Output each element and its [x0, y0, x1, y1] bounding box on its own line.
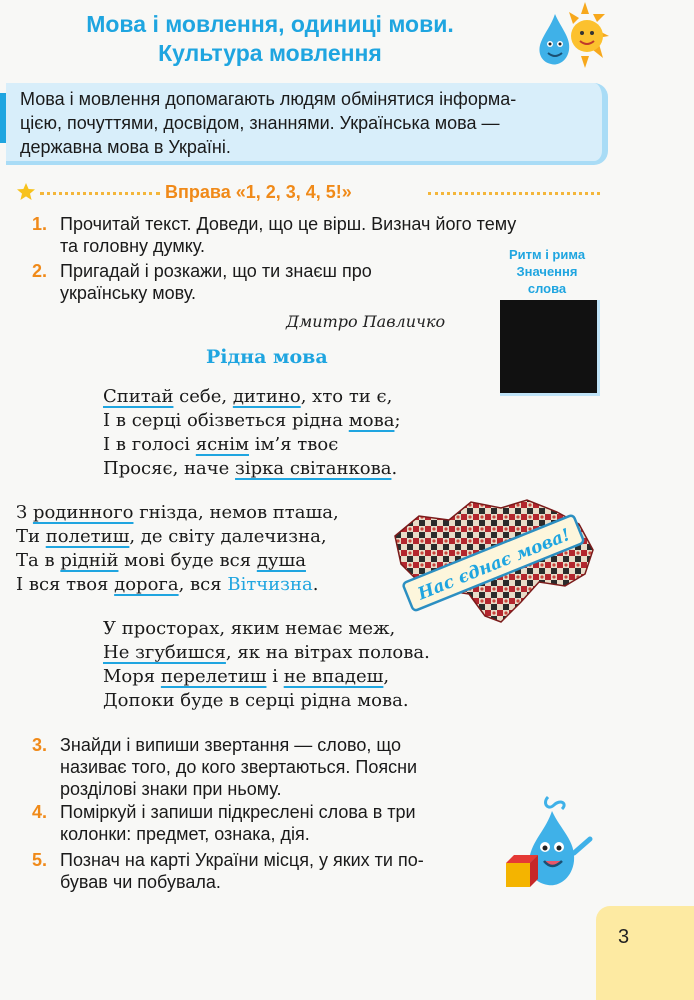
task-line: Знайди і випиши звертання — слово, що	[60, 735, 401, 755]
qr-code[interactable]	[500, 300, 600, 396]
drop-and-sun-mascot-icon	[533, 0, 611, 72]
poem-stanza-1	[103, 385, 401, 481]
poem-text: ;	[394, 410, 401, 431]
banner-text: Нас єднає мова!	[415, 525, 574, 605]
poem-stanza-3	[103, 617, 430, 713]
poem-line	[16, 525, 339, 549]
task-line: Познач на карті України місця, у яких ти по-	[60, 850, 424, 870]
poem-text: ім’я твоє	[249, 434, 339, 455]
underlined-word: родинного	[32, 502, 134, 523]
poem-text: Та в	[16, 550, 61, 571]
poem-text: Ти	[16, 526, 46, 547]
intro-line-1: Мова і мовлення допомагають людям обмінятися інформа-	[20, 89, 517, 109]
exercise-title: Вправа «1, 2, 3, 4, 5!»	[161, 182, 356, 203]
underlined-word: не впадеш	[283, 666, 384, 687]
underlined-word: зірка світанкова	[235, 458, 392, 479]
task-line: українську мову.	[60, 283, 197, 303]
task-3	[32, 734, 478, 800]
poem-text: , вся	[178, 574, 228, 595]
poem-text: мові буде вся	[118, 550, 257, 571]
underlined-word: дорога	[114, 574, 179, 595]
underlined-word: рідній	[60, 550, 119, 571]
task-number: 2.	[32, 261, 48, 281]
ukraine-embroidery-map-illustration	[389, 490, 598, 630]
poem-line: Допоки буде в серці рідна мова.	[103, 690, 409, 711]
task-number: 4.	[32, 802, 48, 822]
poem-text: І в серці обізветься рідна	[103, 410, 349, 431]
poem-stanza-2	[16, 501, 339, 597]
resource-label-line: Значення	[516, 264, 578, 279]
page-number: 3	[618, 926, 630, 948]
drop-mascot-with-cube-icon	[502, 793, 599, 893]
task-number: 1.	[32, 214, 48, 234]
underlined-word: полетиш	[45, 526, 130, 547]
task-2	[32, 260, 452, 304]
poem-line	[16, 501, 339, 525]
intro-accent-bar	[0, 93, 6, 143]
poem-text: І вся твоя	[16, 574, 115, 595]
highlighted-word: Вітчизна	[227, 574, 313, 595]
underlined-word: Спитай	[103, 386, 174, 407]
poem-line	[103, 433, 401, 457]
poem-line	[16, 549, 339, 573]
poem-text: , як на вітрах полова.	[225, 642, 430, 663]
underlined-word: яснім	[195, 434, 249, 455]
dotted-rule-right	[428, 192, 600, 198]
poem-line	[16, 573, 339, 597]
underlined-word: перелетиш	[160, 666, 267, 687]
task-line: називає того, до кого звертаються. Поясни	[60, 757, 418, 777]
resource-label[interactable]	[497, 246, 597, 297]
poem-line	[103, 665, 430, 689]
intro-line-2: цією, почуттями, досвідом, знаннями. Українська мова —	[20, 113, 500, 133]
poem-text: , де світу далечизна,	[129, 526, 327, 547]
poem-author: Дмитро Павличко	[286, 312, 446, 331]
resource-label-line: Ритм і рима	[508, 247, 586, 262]
dotted-rule-left	[40, 192, 160, 198]
poem-text: себе,	[173, 386, 233, 407]
task-number: 5.	[32, 850, 48, 870]
intro-box	[6, 83, 608, 165]
page-number-tab	[596, 906, 694, 1000]
poem-line	[103, 409, 401, 433]
task-line: Прочитай текст. Доведи, що це вірш. Визнач його тему	[60, 214, 517, 234]
intro-text	[20, 87, 598, 159]
poem-text: гнізда, немов пташа,	[133, 502, 339, 523]
underlined-word: Не згубишся	[103, 642, 226, 663]
underlined-word: мова	[348, 410, 395, 431]
poem-line	[103, 385, 401, 409]
task-line: розділові знаки при ньому.	[60, 779, 282, 799]
title-line-2: Культура мовлення	[158, 40, 382, 66]
task-4	[32, 801, 478, 845]
poem-text: З	[16, 502, 33, 523]
task-line: колонки: предмет, ознака, дія.	[60, 824, 310, 844]
exercise-heading	[16, 182, 600, 204]
poem-title: Рідна мова	[206, 346, 328, 368]
task-line: бував чи побувала.	[60, 872, 221, 892]
poem-line	[103, 457, 401, 481]
poem-text: і	[266, 666, 284, 687]
underlined-word: душа	[256, 550, 306, 571]
task-line: Пригадай і розкажи, що ти знаєш про	[60, 261, 372, 281]
page-title	[40, 10, 500, 68]
title-line-1: Мова і мовлення, одиниці мови.	[86, 11, 454, 37]
poem-text: .	[312, 574, 319, 595]
poem-text: Моря	[103, 666, 161, 687]
poem-line	[103, 641, 430, 665]
poem-text: ,	[383, 666, 390, 687]
task-line: та головну думку.	[60, 236, 206, 256]
poem-text: , хто ти є,	[300, 386, 393, 407]
task-line: Поміркуй і запиши підкреслені слова в три	[60, 802, 416, 822]
underlined-word: дитино	[232, 386, 301, 407]
task-number: 3.	[32, 735, 48, 755]
task-5	[32, 849, 478, 893]
poem-text: .	[391, 458, 398, 479]
star-icon	[16, 182, 36, 202]
poem-text: Просяє, наче	[103, 458, 236, 479]
resource-label-line: слова	[527, 281, 567, 296]
intro-line-3: державна мова в Україні.	[20, 137, 231, 157]
poem-line: У просторах, яким немає меж,	[103, 618, 396, 639]
poem-text: І в голосі	[103, 434, 196, 455]
